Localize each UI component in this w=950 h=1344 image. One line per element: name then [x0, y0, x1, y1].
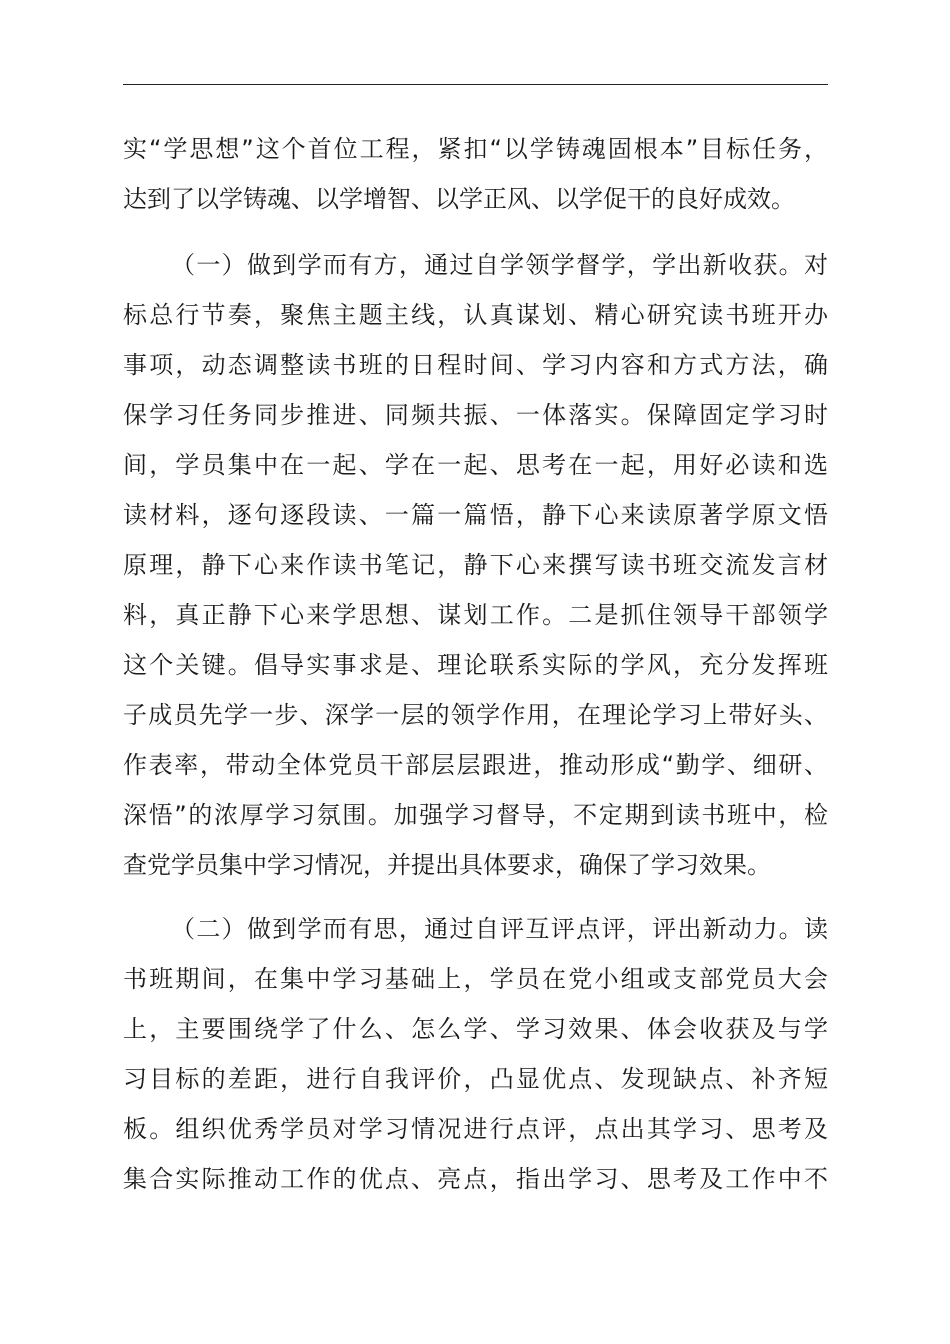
paragraph-2-line-13: 查党学员集中学习情况，并提出具体要求，确保了学习效果。: [123, 851, 771, 879]
paragraph-3-line-1: （二）做到学而有思，通过自评互评点评，评出新动力。读: [171, 915, 828, 943]
paragraph-3-line-4: 习目标的差距，进行自我评价，凸显优点、发现缺点、补齐短: [123, 1065, 828, 1093]
paragraph-3-line-6: 集合实际推动工作的优点、亮点，指出学习、思考及工作中不: [123, 1165, 828, 1193]
paragraph-2-line-5: 间，学员集中在一起、学在一起、思考在一起，用好必读和选: [123, 451, 828, 479]
paragraph-2-line-6: 读材料，逐句逐段读、一篇一篇悟，静下心来读原著学原文悟: [123, 501, 828, 529]
paragraph-2-line-8: 料，真正静下心来学思想、谋划工作。二是抓住领导干部领学: [123, 601, 828, 629]
paragraph-3-line-3: 上，主要围绕学了什么、怎么学、学习效果、体会收获及与学: [123, 1015, 828, 1043]
paragraph-2-line-1: （一）做到学而有方，通过自学领学督学，学出新收获。对: [171, 251, 828, 279]
paragraph-2-line-4: 保学习任务同步推进、同频共振、一体落实。保障固定学习时: [123, 401, 828, 429]
paragraph-3-line-5: 板。组织优秀学员对学习情况进行点评，点出其学习、思考及: [123, 1115, 828, 1143]
paragraph-1-line-2: 达到了以学铸魂、以学增智、以学正风、以学促干的良好成效。: [123, 185, 795, 213]
paragraph-1-line-1: 实“学思想”这个首位工程，紧扣“以学铸魂固根本”目标任务，: [123, 135, 828, 163]
header-rule: [123, 84, 828, 85]
paragraph-2-line-11: 作表率，带动全体党员干部层层跟进，推动形成“勤学、细研、: [123, 751, 828, 779]
paragraph-2-line-9: 这个关键。倡导实事求是、理论联系实际的学风，充分发挥班: [123, 651, 828, 679]
paragraph-2-line-10: 子成员先学一步、深学一层的领学作用，在理论学习上带好头、: [123, 701, 828, 729]
paragraph-3-line-2: 书班期间，在集中学习基础上，学员在党小组或支部党员大会: [123, 965, 828, 993]
paragraph-2-line-7: 原理，静下心来作读书笔记，静下心来撰写读书班交流发言材: [123, 551, 828, 579]
paragraph-2-line-12: 深悟”的浓厚学习氛围。加强学习督导，不定期到读书班中，检: [123, 801, 828, 829]
paragraph-2-line-3: 事项，动态调整读书班的日程时间、学习内容和方式方法，确: [123, 351, 828, 379]
paragraph-2-line-2: 标总行节奏，聚焦主题主线，认真谋划、精心研究读书班开办: [123, 301, 828, 329]
